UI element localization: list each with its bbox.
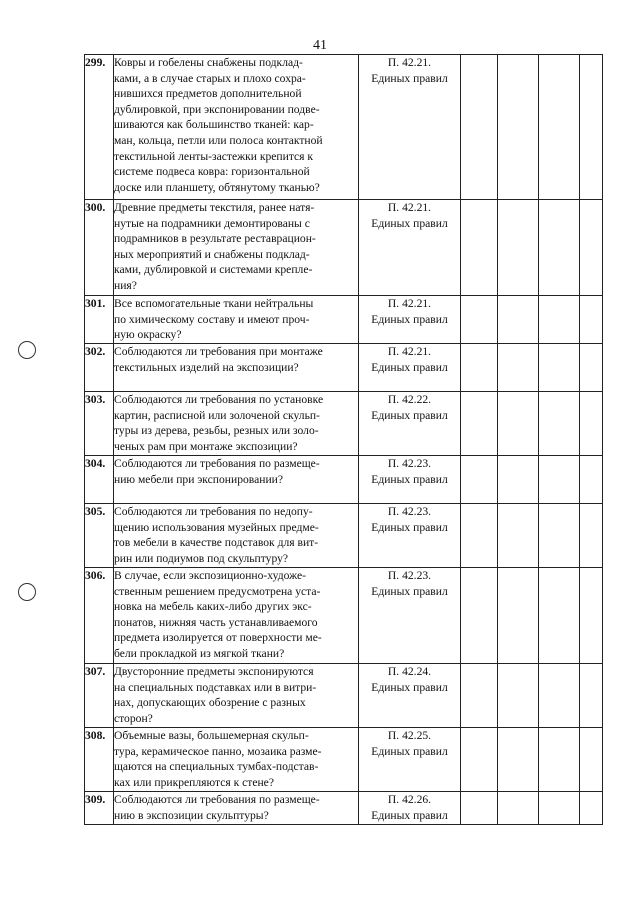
question-text — [114, 392, 359, 456]
answer-cell[interactable] — [498, 792, 539, 825]
question-line: Все вспомогательные ткани нейтральны — [114, 297, 314, 310]
answer-cell[interactable] — [498, 392, 539, 456]
answer-cell[interactable] — [461, 456, 498, 504]
question-text — [114, 456, 359, 504]
answer-cell[interactable] — [580, 55, 603, 200]
answer-cell[interactable] — [539, 792, 580, 825]
rule-reference — [359, 568, 461, 664]
rule-source: Единых правил — [371, 360, 448, 374]
rule-source: Единых правил — [371, 584, 448, 598]
item-number: 309. — [85, 792, 114, 825]
question-line: ственным решением предусмотрена уста- — [114, 584, 321, 598]
table-row — [85, 792, 603, 825]
question-line: рин или подиумов под скульптуру? — [114, 551, 289, 565]
question-line: ман, кольца, петли или полоса контактной — [114, 133, 323, 147]
question-line: нившихся предметов дополнительной — [114, 87, 302, 101]
answer-cell[interactable] — [539, 296, 580, 344]
question-line: щаются на специальных тумбах-подстав- — [114, 760, 319, 774]
question-text — [114, 200, 359, 296]
rule-clause: П. 42.24. — [387, 665, 432, 678]
question-line: Объемные вазы, большемерная скульп- — [114, 729, 309, 742]
question-line: тов мебели в качестве подставок для вит- — [114, 536, 319, 550]
answer-cell[interactable] — [461, 792, 498, 825]
item-number: 301. — [85, 296, 114, 344]
rule-clause: П. 42.23. — [387, 569, 432, 582]
answer-cell[interactable] — [580, 296, 603, 344]
punch-hole-icon — [18, 583, 36, 601]
answer-cell[interactable] — [461, 504, 498, 568]
question-line: Соблюдаются ли требования по размеще- — [114, 793, 320, 806]
question-line: тура, керамическое панно, мозаика разме- — [114, 744, 322, 758]
rule-reference — [359, 504, 461, 568]
answer-cell[interactable] — [539, 344, 580, 392]
answer-cell[interactable] — [461, 568, 498, 664]
question-line: Двусторонние предметы экспонируются — [114, 665, 314, 678]
question-line: новка на мебель каких-либо других экс- — [114, 600, 312, 614]
answer-cell[interactable] — [539, 200, 580, 296]
rule-source: Единых правил — [371, 472, 448, 486]
table-row — [85, 55, 603, 200]
table-row — [85, 296, 603, 344]
rule-source: Единых правил — [371, 744, 448, 758]
rule-source: Единых правил — [371, 520, 448, 534]
question-line: ченых рам при монтаже экспозиции? — [114, 439, 298, 453]
question-line: сторон? — [114, 711, 153, 725]
question-line: Соблюдаются ли требования при монтаже — [114, 345, 323, 358]
table-row — [85, 456, 603, 504]
rule-source: Единых правил — [371, 408, 448, 422]
question-line: Древние предметы текстиля, ранее натя- — [114, 201, 315, 214]
question-line: Соблюдаются ли требования по установке — [114, 393, 324, 406]
answer-cell[interactable] — [461, 296, 498, 344]
item-number: 307. — [85, 664, 114, 728]
question-line: Ковры и гобелены снабжены подклад- — [114, 56, 303, 69]
answer-cell[interactable] — [580, 344, 603, 392]
question-line: текстильных изделий на экспозиции? — [114, 360, 299, 374]
question-line: по химическому составу и имеют проч- — [114, 312, 310, 326]
question-line: ками, дублировкой и системами крепле- — [114, 263, 313, 277]
rule-source: Единых правил — [371, 71, 448, 85]
answer-cell[interactable] — [498, 456, 539, 504]
question-line: бели прокладкой из мягкой ткани? — [114, 646, 285, 660]
rule-clause: П. 42.23. — [387, 505, 432, 518]
answer-cell[interactable] — [461, 728, 498, 792]
answer-cell[interactable] — [580, 456, 603, 504]
rule-reference — [359, 200, 461, 296]
rule-source: Единых правил — [371, 808, 448, 822]
question-line: дублировкой, при экспонировании подве- — [114, 102, 320, 116]
question-text — [114, 344, 359, 392]
answer-cell[interactable] — [498, 504, 539, 568]
question-line: щению использования музейных предме- — [114, 520, 319, 534]
table-row — [85, 504, 603, 568]
answer-cell[interactable] — [498, 568, 539, 664]
answer-cell[interactable] — [580, 200, 603, 296]
question-line: ния? — [114, 278, 137, 292]
question-line: шиваются как большинство тканей: кар- — [114, 118, 314, 132]
item-number: 304. — [85, 456, 114, 504]
answer-cell[interactable] — [539, 664, 580, 728]
question-line: нию в экспозиции скульптуры? — [114, 808, 269, 822]
rule-clause: П. 42.25. — [387, 729, 432, 742]
table-row — [85, 664, 603, 728]
answer-cell[interactable] — [580, 504, 603, 568]
answer-cell[interactable] — [539, 55, 580, 200]
checklist-body — [85, 55, 603, 825]
question-line: понатов, нижняя часть устанавливаемого — [114, 615, 318, 629]
rule-source: Единых правил — [371, 680, 448, 694]
answer-cell[interactable] — [539, 728, 580, 792]
question-line: В случае, если экспозиционно-художе- — [114, 569, 306, 582]
question-line: ках или прикрепляются к стене? — [114, 775, 274, 789]
rule-reference — [359, 55, 461, 200]
question-line: предмета изолируется от поверхности ме- — [114, 631, 322, 645]
question-line: ками, а в случае старых и плохо сохра- — [114, 71, 306, 85]
question-text — [114, 55, 359, 200]
item-number: 303. — [85, 392, 114, 456]
rule-source: Единых правил — [371, 312, 448, 326]
rule-clause: П. 42.22. — [387, 393, 432, 406]
rule-source: Единых правил — [371, 216, 448, 230]
question-text — [114, 296, 359, 344]
item-number: 308. — [85, 728, 114, 792]
question-text — [114, 664, 359, 728]
answer-cell[interactable] — [539, 456, 580, 504]
punch-hole-icon — [18, 341, 36, 359]
question-line: текстильной ленты-застежки крепится к — [114, 149, 314, 163]
item-number: 300. — [85, 200, 114, 296]
answer-cell[interactable] — [580, 728, 603, 792]
table-row — [85, 568, 603, 664]
answer-cell[interactable] — [461, 200, 498, 296]
answer-cell[interactable] — [539, 504, 580, 568]
table-row — [85, 344, 603, 392]
table-row — [85, 200, 603, 296]
answer-cell[interactable] — [461, 392, 498, 456]
page-number: 41 — [313, 38, 327, 53]
question-line: нах, допускающих обозрение с разных — [114, 696, 306, 710]
rule-clause: П. 42.21. — [387, 56, 432, 69]
answer-cell[interactable] — [498, 200, 539, 296]
rule-clause: П. 42.21. — [387, 201, 432, 214]
answer-cell[interactable] — [498, 344, 539, 392]
item-number: 299. — [85, 55, 114, 200]
answer-cell[interactable] — [498, 296, 539, 344]
question-line: нутые на подрамники демонтированы с — [114, 216, 310, 230]
rule-reference — [359, 792, 461, 825]
answer-cell[interactable] — [498, 728, 539, 792]
rule-clause: П. 42.26. — [387, 793, 432, 806]
rule-reference — [359, 392, 461, 456]
question-line: туры из дерева, резьбы, резных или золо- — [114, 424, 319, 438]
rule-clause: П. 42.21. — [387, 345, 432, 358]
question-text — [114, 728, 359, 792]
checklist-table — [84, 54, 603, 825]
item-number: 305. — [85, 504, 114, 568]
item-number: 306. — [85, 568, 114, 664]
question-line: на специальных подставках или в витри- — [114, 680, 317, 694]
answer-cell[interactable] — [498, 664, 539, 728]
question-line: системе подвеса ковра: горизонтальной — [114, 165, 310, 179]
item-number: 302. — [85, 344, 114, 392]
rule-reference — [359, 728, 461, 792]
question-line: Соблюдаются ли требования по недопу- — [114, 505, 313, 518]
rule-reference — [359, 296, 461, 344]
answer-cell[interactable] — [580, 792, 603, 825]
answer-cell[interactable] — [580, 568, 603, 664]
question-line: ную окраску? — [114, 328, 182, 342]
answer-cell[interactable] — [580, 664, 603, 728]
answer-cell[interactable] — [580, 392, 603, 456]
answer-cell[interactable] — [461, 664, 498, 728]
rule-clause: П. 42.23. — [387, 457, 432, 470]
rule-reference — [359, 456, 461, 504]
question-line: Соблюдаются ли требования по размеще- — [114, 457, 320, 470]
table-row — [85, 728, 603, 792]
answer-cell[interactable] — [498, 55, 539, 200]
table-row — [85, 392, 603, 456]
question-text — [114, 568, 359, 664]
question-line: картин, расписной или золоченой скульп- — [114, 408, 320, 422]
rule-clause: П. 42.21. — [387, 297, 432, 310]
answer-cell[interactable] — [461, 344, 498, 392]
rule-reference — [359, 344, 461, 392]
question-line: нию мебели при экспонировании? — [114, 472, 284, 486]
question-line: доске или планшету, обтянутому тканью? — [114, 180, 320, 194]
question-text — [114, 792, 359, 825]
question-line: подрамников в результате реставрацион- — [114, 232, 316, 246]
question-line: ных мероприятий и снабжены подклад- — [114, 247, 310, 261]
answer-cell[interactable] — [539, 568, 580, 664]
answer-cell[interactable] — [539, 392, 580, 456]
answer-cell[interactable] — [461, 55, 498, 200]
rule-reference — [359, 664, 461, 728]
question-text — [114, 504, 359, 568]
